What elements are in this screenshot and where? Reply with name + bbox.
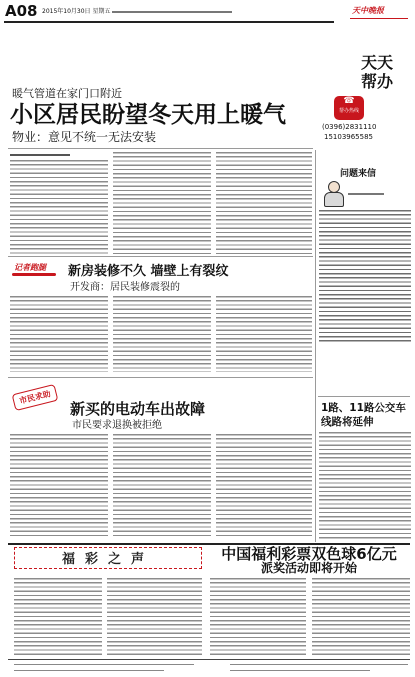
- column-title-top: 天天: [361, 53, 394, 72]
- lead-body-col-3: [216, 152, 312, 254]
- story2-tag-stroke: [12, 273, 56, 276]
- footer-text-4: [230, 670, 370, 671]
- story3-tag: 市民求助: [12, 384, 59, 411]
- lead-rule: [8, 148, 313, 149]
- bus-headline-line-1: 1路、11路公交车: [321, 402, 406, 414]
- footer-text-2: [14, 670, 164, 671]
- lottery-headline-line-1: 中国福利彩票双色球6亿元: [221, 545, 397, 563]
- story3-subhead: 市民要求退换被拒绝: [72, 420, 162, 431]
- story3-headline: 新买的电动车出故障: [70, 400, 206, 418]
- story2-subhead: 开发商：居民装修震裂的: [70, 282, 180, 293]
- lottery-body-col-4: [312, 578, 410, 656]
- lottery-body-col-3: [210, 578, 306, 656]
- hotline-badge: [334, 96, 364, 120]
- story3-rule: [8, 377, 313, 378]
- story3-body-col-2: [113, 434, 211, 538]
- story3-body-col-1: [10, 434, 108, 538]
- story2-body-col-1: [10, 296, 108, 372]
- hotline-label: 帮办热线: [338, 108, 359, 114]
- letters-body: [319, 210, 411, 344]
- story2-headline: 新房装修不久 墙壁上有裂纹: [68, 264, 229, 279]
- lead-kicker: 暖气管道在家门口附近: [12, 87, 122, 100]
- story2-body-col-3: [216, 296, 312, 372]
- host-illustration: [321, 181, 345, 206]
- story2-body-col-2: [113, 296, 211, 372]
- lottery-headline-line-2: 派奖活动即将开始: [260, 561, 357, 575]
- lottery-body-col-1: [14, 578, 102, 656]
- footer-text-1: [14, 664, 194, 665]
- story2-rule: [8, 256, 313, 257]
- letters-label: 问题来信: [340, 169, 377, 179]
- masthead-rule: [350, 18, 408, 19]
- lead-body-col-2: [113, 152, 211, 254]
- story3-body-col-3: [216, 434, 312, 538]
- hotline-mobile: 15103965585: [324, 133, 373, 141]
- footer-rule: [8, 659, 410, 660]
- hotline-phone: (0396)2831110: [322, 123, 377, 131]
- editor-credits: [112, 11, 232, 13]
- section-code: A08: [5, 2, 38, 20]
- paper-name: 天中晚报: [352, 6, 384, 15]
- host-credit: [348, 193, 384, 195]
- bus-body: [319, 432, 411, 540]
- lead-byline: [10, 154, 70, 156]
- column-divider: [315, 150, 316, 542]
- lead-headline: 小区居民盼望冬天用上暖气: [10, 102, 286, 128]
- lead-body-col-1: [10, 160, 108, 254]
- lottery-banner: [14, 547, 202, 569]
- phone-icon: ☎: [343, 96, 355, 106]
- lottery-body-col-2: [107, 578, 202, 656]
- issue-date: 2015年10月30日 星期五: [42, 8, 111, 15]
- footer-text-3: [230, 664, 408, 665]
- column-title-bottom: 帮办: [361, 72, 394, 91]
- lead-subhead: 物业：意见不统一无法安装: [12, 130, 157, 144]
- header-rule: [4, 21, 334, 23]
- story2-tag: 记者跑腿: [14, 263, 46, 272]
- lottery-banner-text: 福彩之声: [61, 552, 154, 567]
- bus-rule: [318, 396, 410, 397]
- bus-headline-line-2: 线路将延伸: [321, 416, 374, 428]
